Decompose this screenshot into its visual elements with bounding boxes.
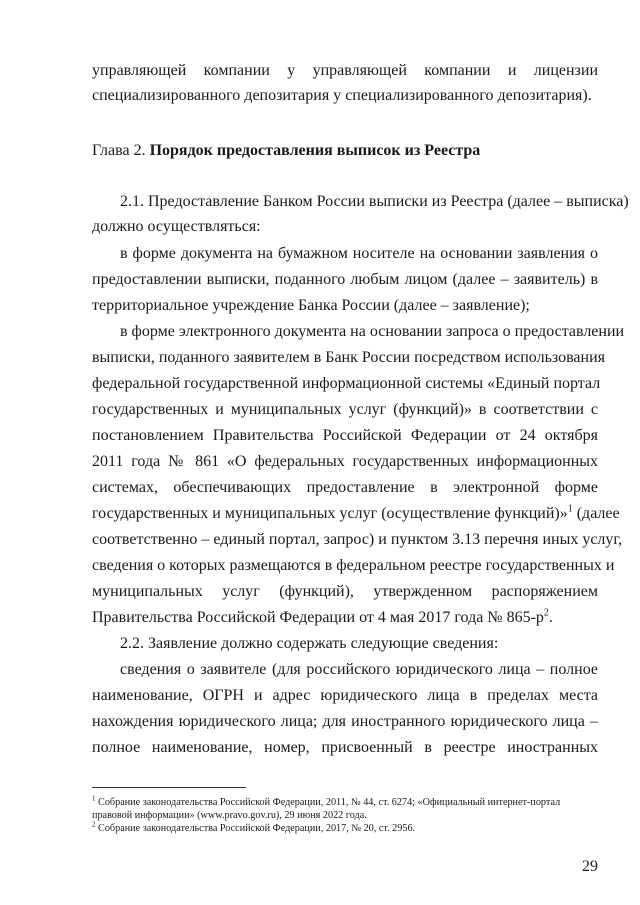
text-line: [92, 503, 620, 524]
footnote-1-continued: правовой информации» (www.pravo.gov.ru), 29 июня 2022 года.: [92, 810, 367, 821]
footnote-ref-2: 2: [543, 607, 549, 619]
text-line: [92, 608, 598, 628]
text-line: наименование, ОГРН и адрес юридического лица в пределах места: [92, 687, 598, 704]
footnote-1: [92, 794, 598, 809]
text-line: управляющей компании у управляющей компании и лицензии: [92, 62, 598, 79]
text-line: предоставлении выписки, поданного любым лицом (далее – заявитель) в: [92, 271, 598, 288]
text-line: полное наименование, номер, присвоенный в реестре иностранных: [92, 739, 598, 756]
chapter-title: Порядок предоставления выписок из Реестра: [149, 142, 481, 159]
text-line: сведения о которых размещаются в федеральном реестре государственных и: [92, 557, 615, 574]
footnote-separator: [92, 787, 246, 788]
chapter-prefix: Глава 2.: [92, 142, 150, 159]
footnote-mark: 1: [92, 794, 96, 803]
text-line: муниципальных услуг (функций), утвержденном распоряжением: [92, 583, 598, 600]
text-line: постановлением Правительства Российской Федерации от 24 октября: [92, 427, 598, 444]
text-line: выписки, поданного заявителем в Банк России посредством использования: [92, 349, 606, 366]
text-line: территориальное учреждение Банка России (далее – заявление);: [92, 297, 530, 314]
footnote-ref-1: 1: [567, 503, 573, 515]
text-line: нахождения юридического лица; для иностранного юридического лица –: [92, 713, 598, 730]
text-run: (далее: [576, 505, 620, 522]
text-line: системах, обеспечивающих предоставление в электронной форме: [92, 479, 598, 496]
text-line: в форме документа на бумажном носителе на основании заявления о: [120, 245, 598, 262]
page-number: 29: [582, 858, 598, 875]
text-line: 2.2. Заявление должно содержать следующие сведения:: [120, 635, 499, 652]
text-line: государственных и муниципальных услуг (функций)» в соответствии с: [92, 401, 598, 418]
footnote-mark: 2: [92, 820, 96, 829]
footnote-text: Собрание законодательства Российской Федерации, 2017, № 20, ст. 2956.: [98, 823, 416, 834]
text-line: федеральной государственной информационной системы «Единый портал: [92, 375, 601, 392]
chapter-heading: [92, 141, 598, 161]
text-line: должно осуществляться:: [92, 218, 261, 235]
text-line: соответственно – единый портал, запрос) и пунктом 3.13 перечня иных услуг,: [92, 531, 623, 548]
text-line: 2011 года № 861 «О федеральных государственных информационных: [92, 453, 598, 470]
footnote-text: Собрание законодательства Российской Федерации, 2011, № 44, ст. 6274; «Официальный интернет-портал: [98, 797, 561, 808]
text-line: сведения о заявителе (для российского юридического лица – полное: [120, 661, 598, 678]
text-run: Правительства Российской Федерации от 4 мая 2017 года № 865-р: [92, 609, 544, 626]
text-line: специализированного депозитария у специализированного депозитария).: [92, 87, 592, 104]
text-run: .: [548, 609, 553, 626]
text-run: государственных и муниципальных услуг (осуществление функций)»: [92, 505, 568, 522]
text-line: 2.1. Предоставление Банком России выписки из Реестра (далее – выписка): [120, 193, 629, 210]
text-line: в форме электронного документа на основании запроса о предоставлении: [120, 323, 625, 340]
footnote-2: [92, 820, 598, 835]
